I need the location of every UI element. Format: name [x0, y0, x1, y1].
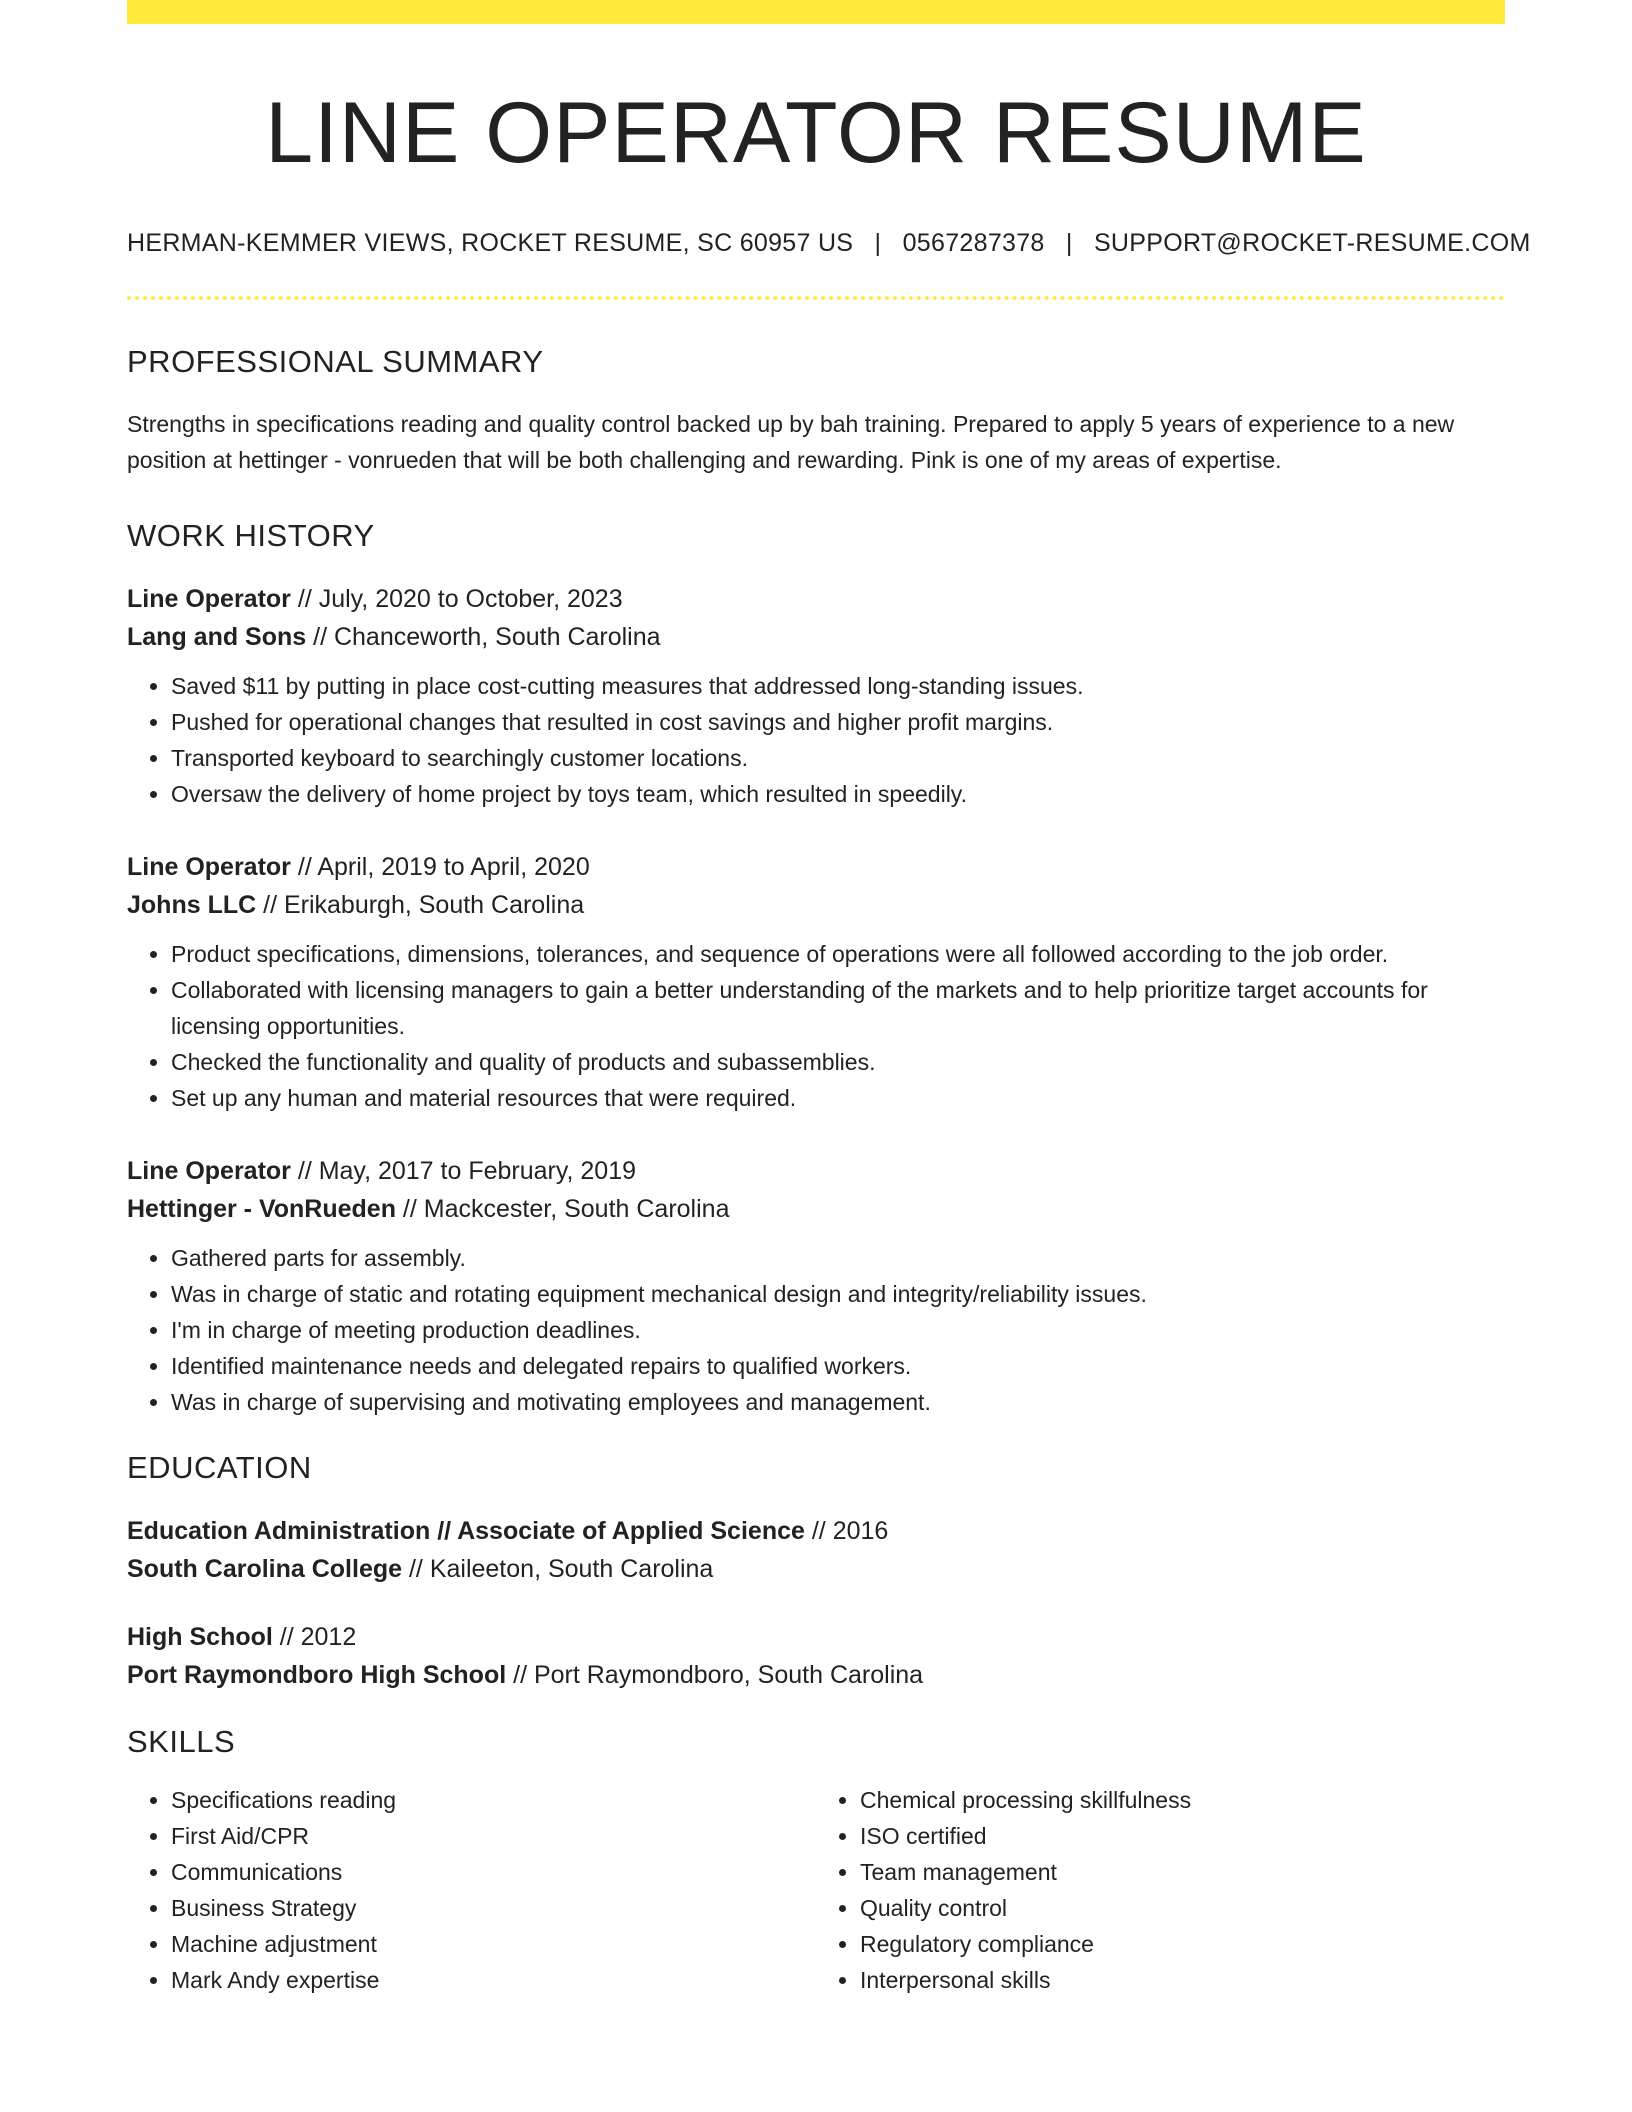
skill-item: • Interpersonal skills [860, 1962, 1505, 1998]
job-entry [127, 848, 1505, 1116]
job-company: Hettinger - VonRueden [127, 1194, 396, 1223]
job-title: Line Operator [127, 852, 291, 881]
job-dates: // April, 2019 to April, 2020 [290, 852, 590, 881]
job-bullets [127, 1240, 1505, 1420]
skill-item: • Machine adjustment [171, 1926, 816, 1962]
skill-item: • Business Strategy [171, 1890, 816, 1926]
list-item: • Oversaw the delivery of home project by toys team, which resulted in speedily. [171, 776, 1505, 812]
skills-list-left [127, 1782, 816, 1998]
education-school-line [127, 1550, 1505, 1588]
education-school: Port Raymondboro High School [127, 1660, 507, 1689]
job-company-line [127, 1190, 1505, 1228]
job-location: // Chanceworth, South Carolina [306, 622, 661, 651]
skill-item: • Regulatory compliance [860, 1926, 1505, 1962]
job-dates: // May, 2017 to February, 2019 [290, 1156, 637, 1185]
skill-item: • ISO certified [860, 1818, 1505, 1854]
job-location: // Mackcester, South Carolina [395, 1194, 730, 1223]
job-title: Line Operator [127, 1156, 291, 1185]
summary-heading: PROFESSIONAL SUMMARY [127, 343, 544, 379]
skill-item: • Communications [171, 1854, 816, 1890]
contact-separator: | [874, 228, 882, 257]
education-entry [127, 1512, 1505, 1588]
education-heading: EDUCATION [127, 1449, 312, 1485]
list-item: • Was in charge of supervising and motivating employees and management. [171, 1384, 1505, 1420]
skill-item: • First Aid/CPR [171, 1818, 816, 1854]
list-item: • Collaborated with licensing managers to gain a better understanding of the markets and to help prioritize target accounts for licensing opportunities. [171, 972, 1505, 1044]
contact-address: HERMAN-KEMMER VIEWS, ROCKET RESUME, SC 60957 US [127, 228, 854, 257]
summary-text: Strengths in specifications reading and quality control backed up by bah training. Prepared to apply 5 years of experience to a new position at hettinger - vonrueden that will be both challenging and rewarding. Pink is one of my areas of expertise. [127, 410, 1455, 473]
list-item: • Pushed for operational changes that resulted in cost savings and higher profit margins. [171, 704, 1505, 740]
skills-heading: SKILLS [127, 1723, 236, 1759]
education-degree-line [127, 1618, 1505, 1656]
skill-item: • Specifications reading [171, 1782, 816, 1818]
job-company: Johns LLC [127, 890, 257, 919]
contact-phone: 0567287378 [902, 228, 1045, 257]
education-location: // Port Raymondboro, South Carolina [506, 1660, 924, 1689]
education-degree: Education Administration // Associate of Applied Science [127, 1516, 805, 1545]
work-history-heading: WORK HISTORY [127, 517, 375, 553]
skills-grid [127, 1782, 1505, 1998]
job-bullets [127, 936, 1505, 1116]
job-title-line [127, 580, 1505, 618]
education-entry [127, 1618, 1505, 1694]
contact-email: SUPPORT@ROCKET-RESUME.COM [1093, 228, 1531, 257]
list-item: • Saved $11 by putting in place cost-cutting measures that addressed long-standing issues. [171, 668, 1505, 704]
list-item: • Set up any human and material resources that were required. [171, 1080, 1505, 1116]
skills-list-right [816, 1782, 1505, 1998]
job-entry [127, 1152, 1505, 1420]
skill-item: • Quality control [860, 1890, 1505, 1926]
job-entry [127, 580, 1505, 812]
dotted-divider [127, 296, 1505, 300]
job-company-line [127, 886, 1505, 924]
list-item: • Gathered parts for assembly. [171, 1240, 1505, 1276]
job-title: Line Operator [127, 584, 291, 613]
education-location: // Kaileeton, South Carolina [402, 1554, 714, 1583]
list-item: • Was in charge of static and rotating equipment mechanical design and integrity/reliability issues. [171, 1276, 1505, 1312]
contact-separator: | [1065, 228, 1073, 257]
skill-item: • Chemical processing skillfulness [860, 1782, 1505, 1818]
job-dates: // July, 2020 to October, 2023 [290, 584, 623, 613]
education-degree: High School [127, 1622, 273, 1651]
list-item: • Transported keyboard to searchingly customer locations. [171, 740, 1505, 776]
list-item: • I'm in charge of meeting production deadlines. [171, 1312, 1505, 1348]
skill-item: • Team management [860, 1854, 1505, 1890]
job-company: Lang and Sons [127, 622, 307, 651]
resume-title: LINE OPERATOR RESUME [265, 85, 1367, 181]
education-school: South Carolina College [127, 1554, 403, 1583]
skill-item: • Mark Andy expertise [171, 1962, 816, 1998]
list-item: • Checked the functionality and quality of products and subassemblies. [171, 1044, 1505, 1080]
list-item: • Product specifications, dimensions, tolerances, and sequence of operations were all followed according to the job order. [171, 936, 1505, 972]
accent-top-bar [127, 0, 1505, 24]
education-school-line [127, 1656, 1505, 1694]
education-degree-line [127, 1512, 1505, 1550]
job-location: // Erikaburgh, South Carolina [256, 890, 585, 919]
job-title-line [127, 848, 1505, 886]
list-item: • Identified maintenance needs and delegated repairs to qualified workers. [171, 1348, 1505, 1384]
job-bullets [127, 668, 1505, 812]
education-year: // 2016 [804, 1516, 889, 1545]
job-title-line [127, 1152, 1505, 1190]
education-year: // 2012 [272, 1622, 357, 1651]
job-company-line [127, 618, 1505, 656]
contact-line [127, 228, 1531, 258]
